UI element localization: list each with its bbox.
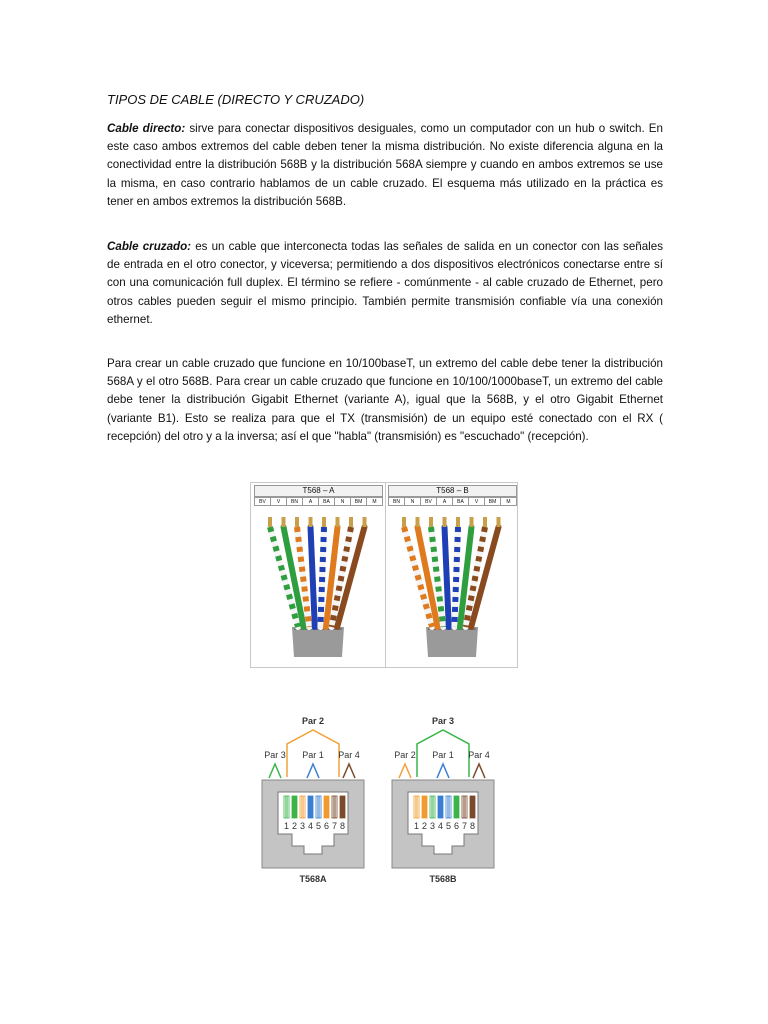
pin-contact xyxy=(470,796,475,818)
pair-marker xyxy=(343,764,355,778)
jack-pinout-diagram xyxy=(250,712,510,892)
pin-number: 3 xyxy=(429,821,436,831)
color-code-cell: M xyxy=(506,499,511,505)
cable-panel-t568a xyxy=(252,483,385,667)
color-code-cell: V xyxy=(271,498,287,505)
pin-number: 1 xyxy=(413,821,420,831)
cable-jacket xyxy=(426,627,478,657)
pin-number: 4 xyxy=(307,821,314,831)
panel-header: T568 – A xyxy=(254,485,383,497)
pin-number: 8 xyxy=(339,821,346,831)
pin-number: 5 xyxy=(445,821,452,831)
paragraph-text: sirve para conectar dispositivos desiguales, como un computador con un hub o switch. En este caso ambos extremos del cable deben tener la misma distribución. No existe diferencia alguna en la conectividad entre la distribución 568B y la distribución 568A siempre y cuando en ambos extremos se use la misma, en caso contrario hablamos de un cable cruzado. El esquema más utilizado en la práctica es tener en ambos extremos la distribución 568B. xyxy=(107,122,663,208)
color-code-cell: A xyxy=(437,498,453,505)
pin-number: 2 xyxy=(291,821,298,831)
pin-number: 6 xyxy=(323,821,330,831)
pin-number: 5 xyxy=(315,821,322,831)
color-code-cell: BN xyxy=(287,498,303,505)
color-code-cell: V xyxy=(469,498,485,505)
jack-t568b xyxy=(392,716,494,884)
color-code-row xyxy=(254,497,383,506)
pair-marker xyxy=(437,764,449,778)
side-pair-label: Par 4 xyxy=(468,750,490,760)
side-pair-label: Par 3 xyxy=(264,750,286,760)
pair-marker xyxy=(399,764,411,778)
pin-number: 8 xyxy=(469,821,476,831)
paragraph-crossover-detail xyxy=(107,355,663,446)
paragraph-text: Para crear un cable cruzado que funcione en 10/100baseT, un extremo del cable debe tener la distribución 568A y el otro 568B. Para crear un cable cruzado que funcione en 10/100/1000baseT, un extremo del cable debe tener la distribución Gigabit Ethernet (variante A), igual que la 568B, y el otro Gigabit Ethernet (variante B1). Esto se realiza para que el TX (transmisión) de un equipo esté conectado con el RX ( recepción) del otro y a la inversa; así el que "habla" (transmisión) es "escuchado" (recepción). xyxy=(107,357,663,443)
side-pair-label: Par 4 xyxy=(338,750,360,760)
color-code-cell: BM xyxy=(351,498,367,505)
paragraph-text: es un cable que interconecta todas las señales de salida en un conector con las señales de entrada en el otro conector, y viceversa; permitiendo a dos dispositivos electrónicos conectarse entre sí con una comunicación full duplex. El término se refiere - comúnmente - al cable cruzado de Ethernet, pero otros cables pueden seguir el mismo principio. También permite transmisión confiable vía una conexión ethernet. xyxy=(107,240,663,326)
pin-number: 7 xyxy=(331,821,338,831)
pin-contact xyxy=(454,796,459,818)
color-code-cell: M xyxy=(372,499,377,505)
color-code-cell: A xyxy=(303,498,319,505)
pin-number: 1 xyxy=(283,821,290,831)
pin-number: 6 xyxy=(453,821,460,831)
pair-marker xyxy=(307,764,319,778)
color-code-cell: N xyxy=(335,498,351,505)
pin-number: 7 xyxy=(461,821,468,831)
pin-number: 3 xyxy=(299,821,306,831)
side-pair-label: Par 2 xyxy=(394,750,416,760)
color-code-cell: N xyxy=(405,498,421,505)
jack-t568a xyxy=(262,716,364,884)
document-title: TIPOS DE CABLE (DIRECTO Y CRUZADO) xyxy=(107,92,365,107)
cable-wires-image xyxy=(386,507,519,667)
color-code-cell: BM xyxy=(485,498,501,505)
cable-wires-image xyxy=(252,507,385,667)
cable-panel-t568b xyxy=(385,483,519,667)
side-pair-label: Par 1 xyxy=(432,750,454,760)
paragraph-cable-cruzado xyxy=(107,238,663,329)
pair-marker xyxy=(269,764,281,778)
color-code-cell: BN xyxy=(389,498,405,505)
side-pair-label: Par 1 xyxy=(302,750,324,760)
color-code-cell: BV xyxy=(255,498,271,505)
panel-header: T568 – B xyxy=(388,485,517,497)
color-code-cell: BA xyxy=(319,498,335,505)
pin-number: 4 xyxy=(437,821,444,831)
color-code-cell: BV xyxy=(421,498,437,505)
pin-contact xyxy=(340,796,345,818)
pin-contact xyxy=(308,796,313,818)
paragraph-lead: Cable cruzado: xyxy=(107,240,192,253)
pin-number: 2 xyxy=(421,821,428,831)
color-code-cell: BA xyxy=(453,498,469,505)
paragraph-lead: Cable directo: xyxy=(107,122,186,135)
jack-name-label: T568A xyxy=(299,874,327,884)
pin-contact xyxy=(292,796,297,818)
pair-marker xyxy=(473,764,485,778)
paragraph-cable-directo xyxy=(107,120,663,211)
figure-jack-pinouts xyxy=(250,712,510,892)
top-pair-label: Par 2 xyxy=(301,716,325,726)
top-pair-label: Par 3 xyxy=(431,716,455,726)
figure-cable-wiring xyxy=(250,482,518,668)
pin-contact xyxy=(422,796,427,818)
pin-contact xyxy=(324,796,329,818)
cable-jacket xyxy=(292,627,344,657)
jack-name-label: T568B xyxy=(429,874,457,884)
pin-contact xyxy=(438,796,443,818)
color-code-row xyxy=(388,497,517,506)
